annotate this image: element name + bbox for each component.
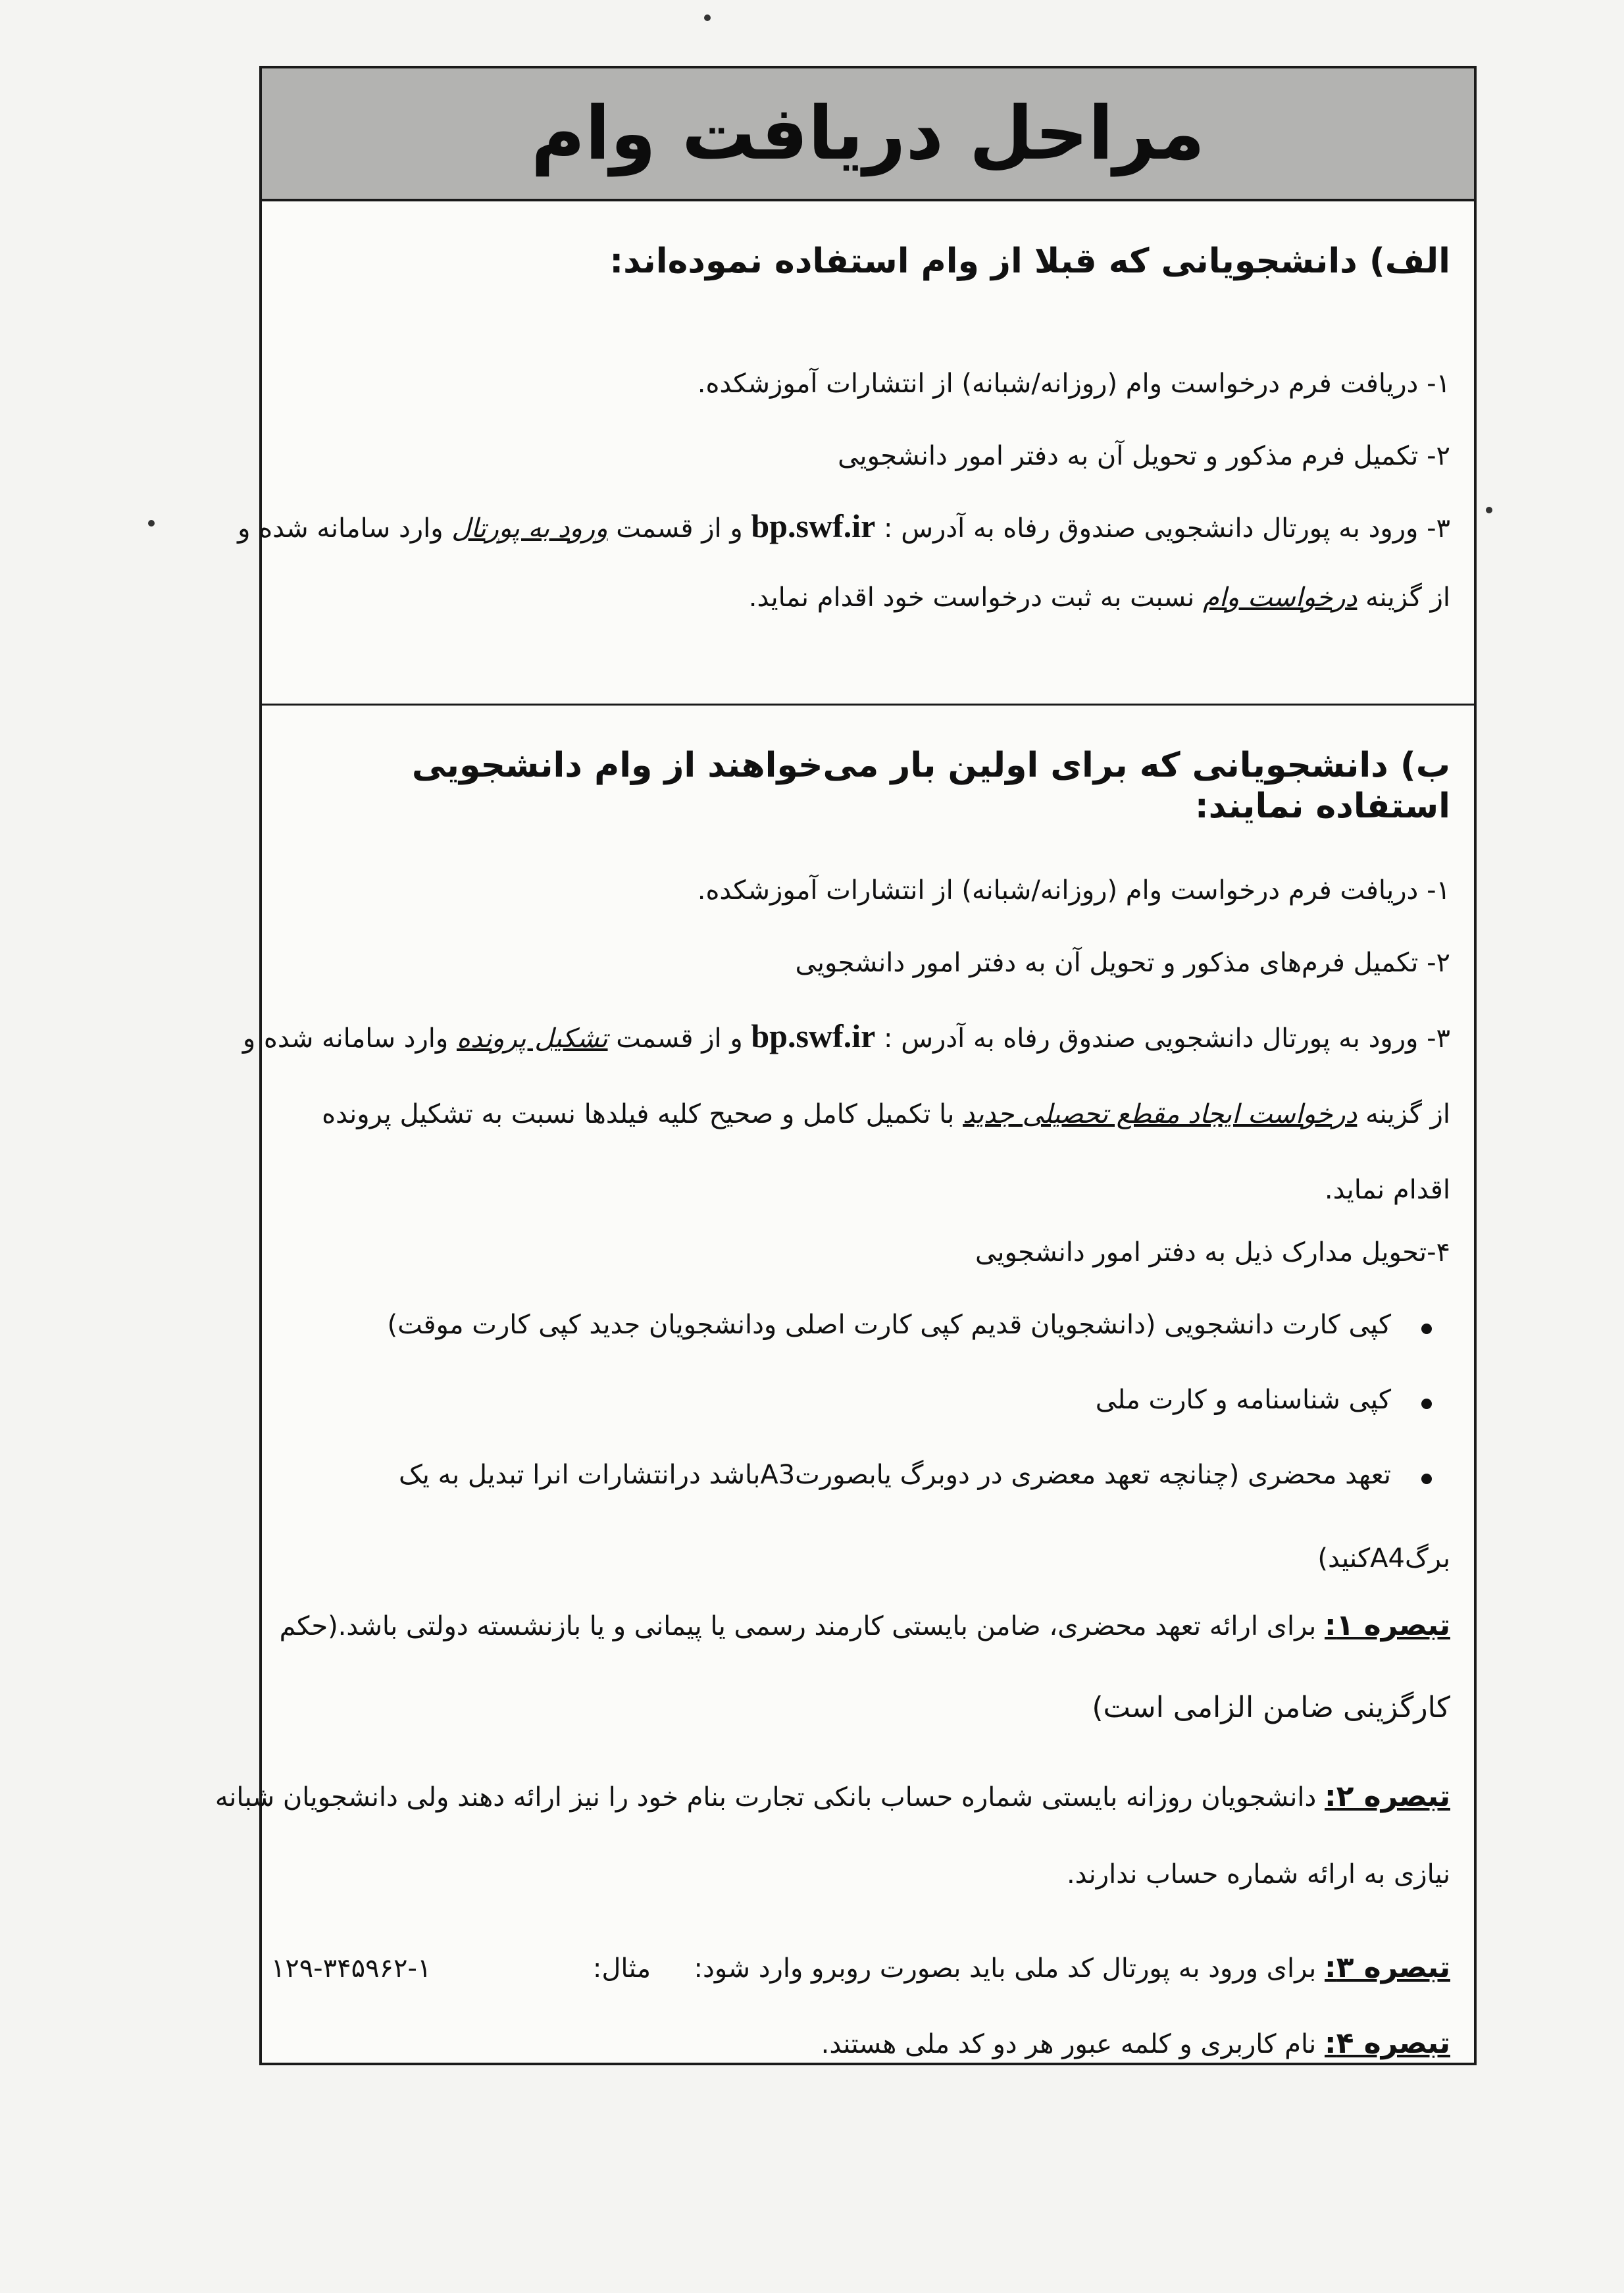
section-b-step1: [288, 875, 1450, 906]
section-b-step3b-intro: از گزینه: [1365, 1099, 1450, 1129]
create-file-link-text: تشکیل پرونده: [456, 1023, 608, 1054]
new-degree-request-link-text: درخواست ایجاد مقطع تحصیلی جدید: [963, 1099, 1358, 1129]
note-4-line: [288, 2026, 1450, 2061]
section-a: [288, 241, 1450, 282]
section-a-step3b-intro: از گزینه: [1365, 582, 1450, 613]
section-b-step3-text: [242, 1016, 1450, 1056]
section-b-heading: ب) دانشجویانی که برای اولین بار می‌خواهند از وام دانشجویی استفاده نمایند:: [411, 746, 1450, 827]
note-3: [270, 1951, 1450, 1986]
list-item: تعهد محضری (چنانچه تعهد معضری در دوبرگ یابصورتA3باشد درانتشارات انرا تبدیل به یک: [288, 1459, 1391, 1491]
note-3-label: تبصره ۳:: [1325, 1951, 1450, 1984]
note-3-line: [270, 1951, 1450, 1986]
note-4-label: تبصره ۴:: [1325, 2026, 1450, 2060]
note-1-label: تبصره ۱:: [1325, 1609, 1450, 1642]
scan-speck: [148, 520, 155, 527]
section-b-step2-text: ۲- تکمیل فرم‌های مذکور و تحویل آن به دفتر امور دانشجویی: [795, 948, 1450, 978]
document-frame: [215, 66, 1477, 2065]
portal-url: bp.swf.ir: [751, 507, 876, 544]
section-b-step3b-end: با تکمیل کامل و صحیح کلیه فیلدها نسبت به تشکیل پرونده: [322, 1099, 955, 1129]
section-b-step3b-text: [288, 1098, 1450, 1130]
section-b: [288, 745, 1450, 827]
section-b-step3c: [288, 1174, 1450, 1206]
note-3-text: برای ورود به پورتال کد ملی باید بصورت روبرو وارد شود:: [694, 1953, 1317, 1984]
note-1: [279, 1609, 1450, 1643]
list-item: کپی کارت دانشجویی (دانشجویان قدیم کپی کارت اصلی ودانشجویان جدید کپی کارت موقت): [288, 1309, 1391, 1341]
page-title: مراحل دریافت وام: [530, 91, 1205, 176]
note-4: [288, 2026, 1450, 2061]
note-3-example-label: مثال:: [592, 1953, 651, 1984]
note-2-line: [215, 1780, 1450, 1815]
note-1-text: برای ارائه تعهد محضری، ضامن بایستی کارمند رسمی یا پیمانی و یا بازنشسته دولتی باشد.(حکم: [279, 1611, 1317, 1641]
section-a-step3-text: [238, 506, 1450, 546]
note-2-cont-text: نیازی به ارائه شماره حساب ندارند.: [1066, 1859, 1450, 1890]
section-a-heading: الف) دانشجویانی که قبلا از وام استفاده نموده‌اند:: [609, 242, 1450, 281]
section-a-step1: [288, 368, 1450, 399]
list-item: کپی شناسنامه و کارت ملی: [288, 1384, 1391, 1416]
section-b-step4: [288, 1237, 1450, 1268]
section-b-step4-text: ۴-تحویل مدارک ذیل به دفتر امور دانشجویی: [975, 1237, 1450, 1268]
section-a-step3-mid: و از قسمت: [616, 513, 743, 544]
note-2-text: دانشجویان روزانه بایستی شماره حساب بانکی تجارت بنام خود را نیز ارائه دهند ولی دانشجویان شبانه: [215, 1782, 1317, 1813]
note-1-cont: [288, 1691, 1450, 1726]
note-1-line: [279, 1609, 1450, 1643]
section-a-step3b-end: نسبت به ثبت درخواست خود اقدام نماید.: [748, 582, 1195, 613]
portal-url-b: bp.swf.ir: [751, 1018, 876, 1054]
section-b-step3c-text: اقدام نماید.: [1324, 1175, 1450, 1205]
bullet3-continuation-text: برگA4کنید): [1317, 1543, 1450, 1574]
note-4-text: نام کاربری و کلمه عبور هر دو کد ملی هستند.: [821, 2029, 1317, 2059]
section-b-step3b: [288, 1098, 1450, 1130]
section-b-step3-end: وارد سامانه شده و: [242, 1023, 449, 1054]
section-a-step3b: [288, 582, 1450, 613]
section-a-step2-text: ۲- تکمیل فرم مذکور و تحویل آن به دفتر امور دانشجویی: [838, 441, 1450, 471]
note-2: [215, 1780, 1450, 1815]
scan-speck: [704, 14, 711, 21]
section-a-step1-text: ۱- دریافت فرم درخواست وام (روزانه/شبانه) از انتشارات آموزشکده.: [697, 369, 1450, 399]
section-b-step1-text: ۱- دریافت فرم درخواست وام (روزانه/شبانه) از انتشارات آموزشکده.: [697, 875, 1450, 906]
section-a-step2: [288, 440, 1450, 472]
title-band: [262, 68, 1474, 201]
note-3-example-value: ۱-۳۴۵۹۶۲-۱۲۹: [270, 1953, 432, 1984]
section-b-step3: [242, 1016, 1450, 1056]
section-a-step3: [238, 506, 1450, 546]
note-2-cont: [288, 1859, 1450, 1890]
section-divider: [262, 704, 1474, 706]
portal-login-link-text: ورود به پورتال: [451, 513, 608, 544]
loan-request-link-text: درخواست وام: [1203, 582, 1358, 613]
section-b-step3-mid: و از قسمت: [616, 1023, 743, 1054]
documents-list: [288, 1309, 1450, 1491]
section-b-step3-intro: ۳- ورود به پورتال دانشجویی صندوق رفاه به آدرس :: [884, 1023, 1450, 1054]
section-a-step3-intro: ۳- ورود به پورتال دانشجویی صندوق رفاه به آدرس :: [884, 513, 1450, 544]
section-a-step3-end: وارد سامانه شده و: [238, 513, 444, 544]
bullet3-continuation: [288, 1543, 1450, 1574]
section-a-step3b-text: [288, 582, 1450, 613]
note-1-cont-text: کارگزینی ضامن الزامی است): [1092, 1691, 1450, 1724]
note-2-label: تبصره ۲:: [1325, 1780, 1450, 1813]
section-b-step2: [288, 947, 1450, 979]
scan-speck: [1486, 507, 1492, 513]
